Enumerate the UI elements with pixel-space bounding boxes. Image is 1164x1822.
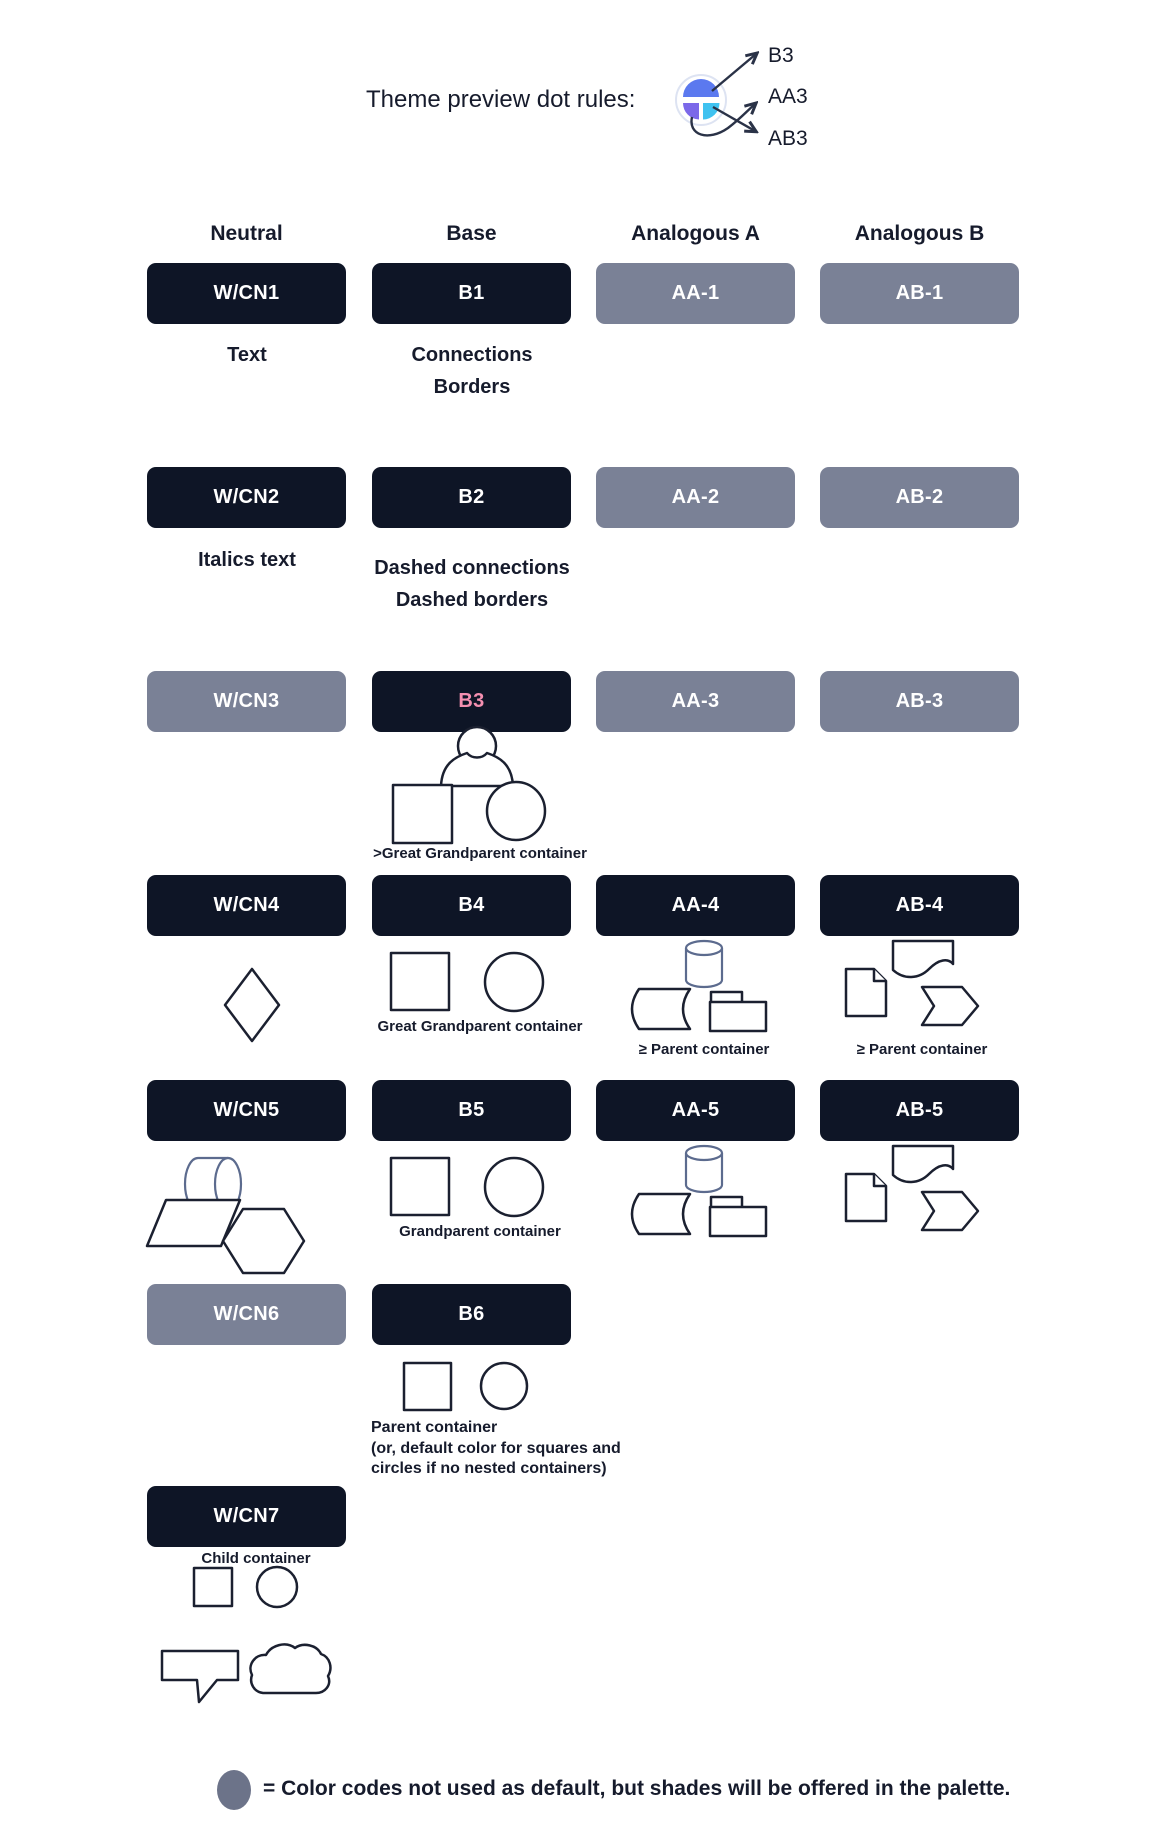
page-title: Theme preview dot rules:: [366, 86, 636, 113]
circle-shape: [485, 1158, 543, 1216]
swatch-aa1-label: AA-1: [671, 282, 720, 304]
caption-connections: Connections: [411, 344, 533, 366]
square-shape: [404, 1363, 451, 1410]
caption-parent: Parent container: [371, 1419, 498, 1436]
wcn5-shape-group: [147, 1158, 304, 1273]
diamond-shape: [225, 969, 279, 1041]
swatch-wcn2-label: W/CN2: [213, 486, 280, 508]
square-shape: [194, 1568, 232, 1606]
column-header-analogous-b: Analogous B: [854, 222, 985, 245]
caption-parent-note2: circles if no nested containers): [371, 1460, 607, 1477]
theme-preview-dot: [676, 54, 756, 135]
dot-label-b3: B3: [768, 44, 794, 67]
caption-grandparent: Grandparent container: [399, 1223, 561, 1240]
swatch-wcn5-label: W/CN5: [213, 1099, 280, 1121]
ab4-shape-group: [846, 941, 978, 1025]
chevron-shape: [922, 987, 978, 1025]
swatch-wcn6-label: W/CN6: [213, 1303, 280, 1325]
swatch-ab4-label: AB-4: [895, 894, 944, 916]
legend-text: = Color codes not used as default, but shades will be offered in the palette.: [263, 1777, 1011, 1800]
circle-shape: [487, 782, 545, 840]
caption-dashed-borders: Dashed borders: [395, 589, 549, 611]
caption-great-grandparent-gt: >Great Grandparent container: [373, 845, 587, 862]
caption-borders: Borders: [433, 376, 511, 398]
speech-bubble-shape: [162, 1651, 238, 1702]
swatch-b6-label: B6: [458, 1303, 485, 1325]
cylinder-top: [686, 1146, 722, 1160]
wave-document-shape: [893, 941, 953, 977]
caption-parent-gte-aa: ≥ Parent container: [638, 1041, 770, 1058]
swatch-b2-label: B2: [458, 486, 485, 508]
swatch-aa3-label: AA-3: [671, 690, 720, 712]
swatch-b4-label: B4: [458, 894, 485, 916]
column-header-analogous-a: Analogous A: [631, 222, 760, 245]
b6-shape-group: [404, 1363, 527, 1410]
swatch-aa5-label: AA-5: [671, 1099, 720, 1121]
tabbed-frame-body: [710, 1207, 766, 1236]
stored-data-shape: [632, 989, 690, 1029]
note-fold: [874, 969, 886, 981]
ab5-shape-group: [846, 1146, 978, 1230]
square-shape: [391, 1158, 449, 1215]
wave-document-shape: [893, 1146, 953, 1182]
column-header-base: Base: [446, 222, 497, 245]
chevron-shape: [922, 1192, 978, 1230]
caption-dashed-connections: Dashed connections: [374, 557, 570, 579]
column-header-neutral: Neutral: [210, 222, 283, 245]
cloud-shape: [250, 1644, 330, 1693]
tabbed-frame-body: [710, 1002, 766, 1031]
swatch-ab3-label: AB-3: [895, 690, 944, 712]
swatch-b1-label: B1: [458, 282, 485, 304]
swatch-wcn4-label: W/CN4: [213, 894, 280, 916]
circle-shape: [481, 1363, 527, 1409]
swatch-aa4-label: AA-4: [671, 894, 720, 916]
circle-shape: [257, 1567, 297, 1607]
person-shoulders: [441, 753, 513, 786]
aa4-shape-group: [632, 941, 766, 1031]
swatch-b5-label: B5: [458, 1099, 485, 1121]
caption-text: Text: [227, 344, 267, 366]
swatch-wcn1-label: W/CN1: [213, 282, 280, 304]
swatch-ab2-label: AB-2: [895, 486, 944, 508]
swatch-wcn7-label: W/CN7: [213, 1505, 280, 1527]
caption-great-grandparent: Great Grandparent container: [377, 1018, 583, 1035]
swatch-wcn3-label: W/CN3: [213, 690, 280, 712]
arrow-to-b3: [712, 54, 756, 91]
aa5-shape-group: [632, 1146, 766, 1236]
swatch-b3-label: B3: [458, 690, 485, 712]
circle-shape: [485, 953, 543, 1011]
swatch-aa2-label: AA-2: [671, 486, 720, 508]
square-shape: [393, 785, 452, 843]
b4-shape-group: [391, 953, 543, 1011]
dot-label-ab3: AB3: [768, 127, 808, 150]
cylinder-top: [686, 941, 722, 955]
legend-dot: [217, 1770, 251, 1810]
b3-shape-group: [393, 727, 545, 843]
wcn7-shape-group: [162, 1567, 330, 1702]
stored-data-shape: [632, 1194, 690, 1234]
caption-parent-gte-ab: ≥ Parent container: [856, 1041, 988, 1058]
caption-child: Child container: [201, 1550, 311, 1567]
swatch-ab5-label: AB-5: [895, 1099, 944, 1121]
swatch-ab1-label: AB-1: [895, 282, 944, 304]
caption-italics-text: Italics text: [198, 549, 296, 571]
b5-shape-group: [391, 1158, 543, 1216]
caption-parent-note1: (or, default color for squares and: [371, 1440, 621, 1457]
hexagon-shape: [223, 1209, 304, 1273]
square-shape: [391, 953, 449, 1010]
dot-label-aa3: AA3: [768, 85, 808, 108]
